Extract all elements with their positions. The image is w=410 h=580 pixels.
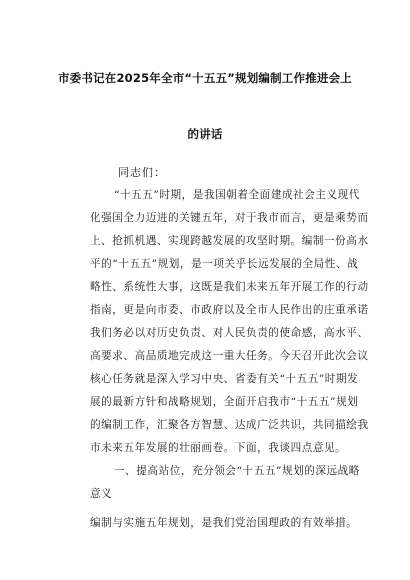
section-heading-line: 意义 (90, 488, 113, 500)
paragraph-line: 略性、系统性大事，这既是我们未来五年开展工作的行动 (90, 281, 369, 293)
paragraph-line: 展的最新方针和战略规划，全面开启我市“十五五”规划 (90, 396, 359, 408)
paragraph-line: 我们务必以对历史负责、对人民负责的使命感，高水平、 (90, 327, 369, 339)
document-title-line-2: 的讲话 (187, 127, 223, 141)
paragraph-line: 核心任务就是深入学习中央、省委有关“十五五”时期发 (90, 373, 359, 385)
paragraph-line: 的编制工作，汇聚各方智慧、达成广泛共识，共同描绘我 (90, 419, 369, 431)
paragraph-line: 高要求、高品质地完成这一重大任务。今天召开此次会议 (90, 350, 369, 362)
paragraph-line: 市未来五年发展的壮丽画卷。下面，我谈四点意见。 (90, 442, 347, 454)
paragraph-line: 指南，更是向市委、市政府以及全市人民作出的庄重承诺 (90, 304, 369, 316)
document-title-line-1: 市委书记在2025年全市“十五五”规划编制工作推进会上 (57, 71, 353, 85)
greeting: 同志们： (118, 166, 166, 179)
paragraph-line: 编制与实施五年规划，是我们党治国理政的有效举措。 (90, 517, 358, 529)
section-heading-line: 一、提高站位，充分领会“十五五”规划的深远战略 (114, 465, 360, 477)
paragraph-line: 上、抢抓机遇、实现跨越发展的攻坚时期。编制一份高水 (90, 235, 369, 247)
paragraph-line: 平的“十五五”规划，是一项关乎长远发展的全局性、战 (90, 258, 359, 270)
paragraph-line: 化强国全力迈进的关键五年，对于我市而言，更是乘势而 (90, 212, 369, 224)
paragraph-line: “十五五”时期，是我国朝着全面建成社会主义现代 (114, 189, 360, 201)
